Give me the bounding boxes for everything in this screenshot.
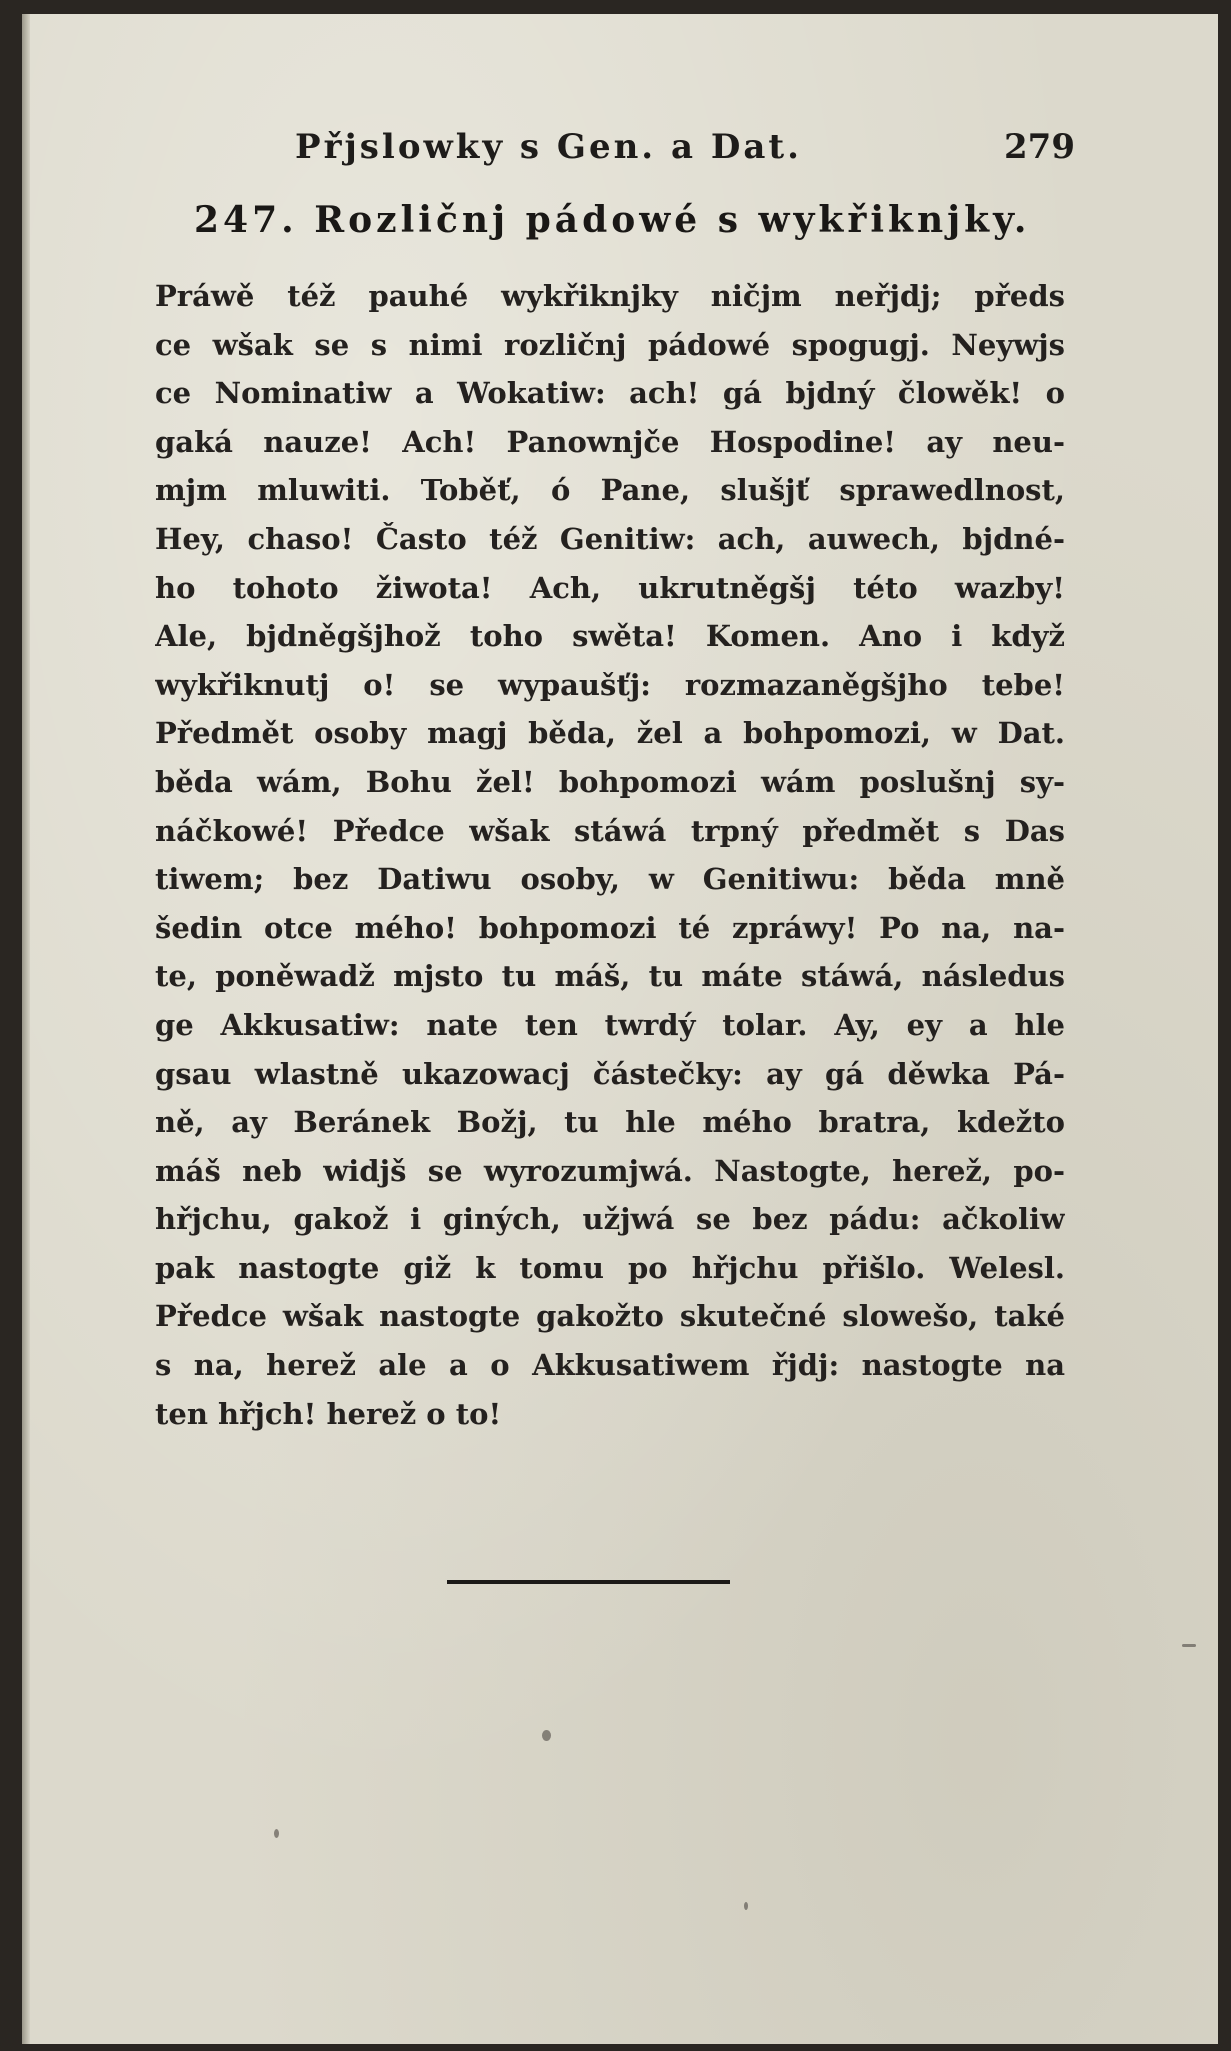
text-line: hřjchu, gakož i giných, užjwá se bez pádu: ačkoliw [155, 1202, 1065, 1237]
text-line: Práwě též pauhé wykřiknjky ničjm neřjdj; předs [155, 279, 1065, 313]
text-line: ho tohoto žiwota! Ach, ukrutněgšj této wazby! [155, 570, 1065, 605]
text-line: pak nastogte giž k tomu po hřjchu přišlo. Welesl. [155, 1250, 1065, 1285]
text-line: wykřiknutj o! se wypaušťj: rozmazaněgšjho tebe! [155, 667, 1065, 702]
text-line: mjm mluwiti. Toběť, ó Pane, slušjť sprawedlnost, [155, 473, 1065, 508]
text-line: běda wám, Bohu žel! bohpomozi wám poslušnj sy- [155, 764, 1065, 799]
paper-speck [1182, 1644, 1196, 1647]
text-line: Hey, chaso! Často též Genitiw: ach, auwech, bjdné- [155, 521, 1065, 556]
text-line: s na, herež ale a o Akkusatiwem řjdj: nastogte na [155, 1348, 1065, 1383]
section-heading: 247. Rozličnj pádowé s wykřiknjky. [194, 199, 1031, 241]
paper-speck [542, 1730, 551, 1741]
page-header [295, 127, 1075, 177]
end-rule [447, 1580, 730, 1584]
text-line: máš neb widjš se wyrozumjwá. Nastogte, herež, po- [155, 1153, 1065, 1188]
text-line: ně, ay Beránek Božj, tu hle mého bratra, kdežto [155, 1105, 1065, 1140]
paper-speck [744, 1902, 748, 1910]
text-line: šedin otce mého! bohpomozi té zpráwy! Po na, na- [155, 910, 1065, 945]
text-line: Předmět osoby magj běda, žel a bohpomozi, w Dat. [155, 716, 1065, 751]
text-line: gsau wlastně ukazowacj částečky: ay gá děwka Pá- [155, 1056, 1065, 1091]
text-line: gaká nauze! Ach! Panownjče Hospodine! ay neu- [155, 424, 1065, 459]
text-line: Ale, bjdněgšjhož toho swěta! Komen. Ano i když [155, 619, 1065, 654]
text-line: ce wšak se s nimi rozličnj pádowé spogugj. Neywjs [155, 327, 1065, 362]
page-gutter-shadow [22, 14, 30, 2044]
text-line: Předce wšak nastogte gakožto skutečné slowešo, také [155, 1299, 1065, 1334]
text-line-last: ten hřjch! herež o to! [155, 1396, 502, 1431]
paper-speck [274, 1829, 279, 1838]
book-page [22, 14, 1218, 2044]
text-line: tiwem; bez Datiwu osoby, w Genitiwu: běda mně [155, 862, 1065, 897]
text-line: ge Akkusatiw: nate ten twrdý tolar. Ay, ey a hle [155, 1007, 1065, 1042]
text-line: te, poněwadž mjsto tu máš, tu máte stáwá, následus [155, 959, 1065, 994]
body-text [155, 272, 1065, 1438]
text-line: ce Nominatiw a Wokatiw: ach! gá bjdný člowěk! o [155, 376, 1065, 411]
page-number: 279 [1004, 127, 1075, 167]
text-line: náčkowé! Předce wšak stáwá trpný předmět s Das [155, 813, 1065, 848]
running-title: Přjslowky s Gen. a Dat. [295, 127, 802, 167]
